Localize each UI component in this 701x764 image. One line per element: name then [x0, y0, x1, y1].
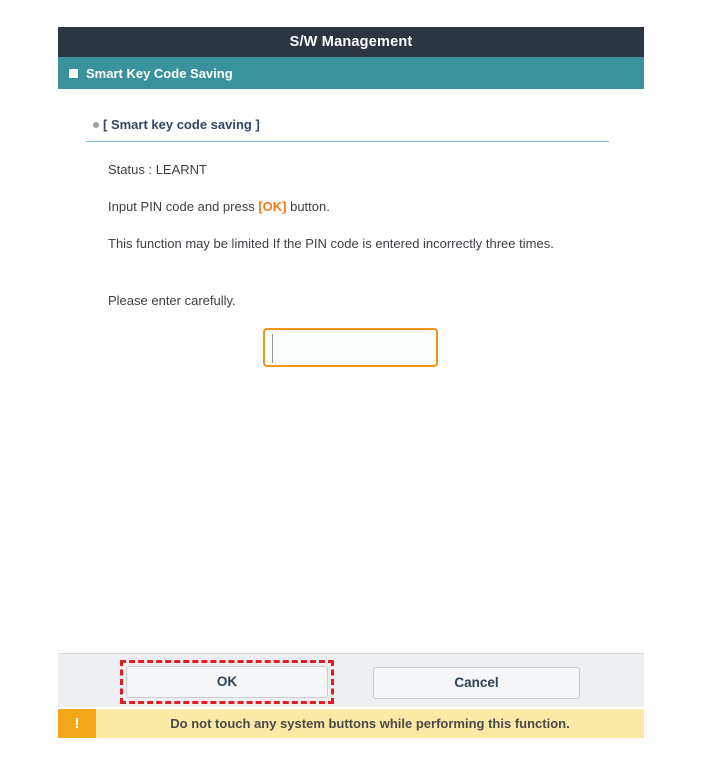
- pin-code-input[interactable]: [263, 328, 438, 367]
- square-bullet-icon: [69, 69, 78, 78]
- dot-bullet-icon: [93, 122, 99, 128]
- warning-text: Do not touch any system buttons while performing this function.: [170, 716, 570, 731]
- cancel-button[interactable]: Cancel: [373, 667, 580, 699]
- text-caret: [272, 334, 273, 363]
- section-heading: [86, 117, 609, 142]
- section-heading-label: [ Smart key code saving ]: [103, 117, 260, 132]
- instruction-line2: This function may be limited If the PIN code is entered incorrectly three times.: [108, 236, 554, 251]
- button-bar: [58, 653, 644, 707]
- warning-bar: [58, 709, 644, 738]
- instruction-ok-highlight: [OK]: [258, 199, 287, 214]
- function-header-label: Smart Key Code Saving: [86, 65, 233, 81]
- ok-button-highlight-box: [120, 660, 334, 704]
- status-text: Status : LEARNT: [108, 162, 207, 177]
- function-header-bar: [58, 57, 644, 89]
- instruction-line1: [108, 196, 330, 218]
- sw-management-panel: [58, 27, 644, 738]
- instruction-line3: Please enter carefully.: [108, 293, 236, 308]
- content-area: [58, 89, 644, 653]
- exclamation-icon: !: [58, 709, 96, 738]
- instruction-line1-post: button.: [286, 199, 330, 214]
- ok-button[interactable]: OK: [126, 666, 328, 698]
- window-title: S/W Management: [58, 27, 644, 57]
- instruction-line1-pre: Input PIN code and press: [108, 199, 259, 214]
